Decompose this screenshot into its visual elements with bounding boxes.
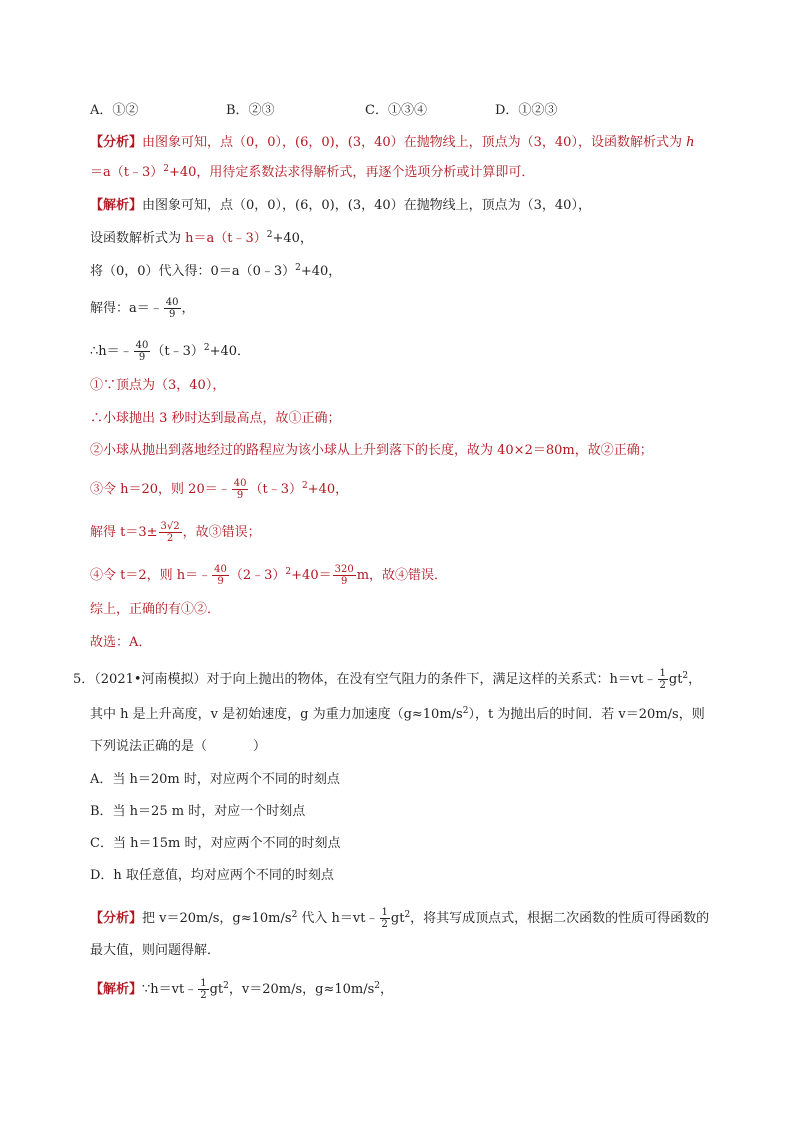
- q4-solution-line7: ∴小球抛出 3 秒时达到最高点，故①正确；: [90, 411, 341, 426]
- fraction: $\frac{40}{9}$: [165, 297, 179, 320]
- q4-solution-line10: 解得 t＝3± $\frac{3√2}{2}$ ，故③错误；: [90, 521, 261, 544]
- q4-solution-line9: ③令 h＝20，则 20＝﹣ $\frac{40}{9}$ （t﹣3）$^2$+40，: [90, 478, 349, 501]
- q4-solution-line1: 【解析】由图象可知，点（0，0），(6，0)，(3，40）在抛物线上，顶点为（3，40），: [90, 198, 591, 213]
- q5-solution-line1: 【解析】∵h＝vt﹣ $\frac{1}{2}$ $gt^2$，v＝20m/s，$g\approx 10m/s^2$，: [90, 978, 394, 1001]
- q4-solution-line6: ①∵顶点为（3，40），: [90, 378, 226, 393]
- q4-solution-line4: 解得：a＝﹣ $\frac{40}{9}$ ，: [90, 297, 195, 320]
- q4-solution-line2: 设函数解析式为 h＝a（t﹣3）$^2$+40，: [90, 230, 313, 246]
- fraction: $\frac{40}{9}$: [135, 340, 149, 363]
- q4-solution-line3: 将（0，0）代入得：0＝a（0﹣3）$^2$+40，: [90, 263, 342, 279]
- q4-solution-line12: 综上，正确的有①②．: [90, 602, 221, 617]
- q4-solution-line5: ∴h＝﹣ $\frac{40}{9}$ （t﹣3）$^2$+40．: [90, 340, 251, 363]
- q5-stem-line1: 5．（2021•河南模拟）对于向上抛出的物体，在没有空气阻力的条件下，满足这样的关系式：h＝vt﹣ $\frac{1}{2}$ $gt^2$，: [73, 668, 702, 691]
- fraction: $\frac{320}{9}$: [334, 564, 354, 587]
- fraction: $\frac{3√2}{2}$: [160, 521, 180, 544]
- q5-option-a: A．当 h＝20m 时，对应两个不同的时刻点: [90, 772, 340, 787]
- fraction: $\frac{40}{9}$: [214, 564, 227, 587]
- q4-solution-line8: ②小球从抛出到落地经过的路程应为该小球从上升到落下的长度，故为 40×2＝80m，故②正确；: [90, 443, 653, 458]
- q5-option-b: B．当 h＝25 m 时，对应一个时刻点: [90, 804, 306, 819]
- analysis-tag: 【分析】: [90, 135, 143, 150]
- fraction: $\frac{1}{2}$: [381, 907, 388, 930]
- analysis-tag: 【分析】: [90, 911, 143, 926]
- solution-tag: 【解析】: [90, 198, 143, 213]
- q5-analysis-line2: 最大值，则问题得解．: [90, 943, 221, 958]
- fraction: $\frac{1}{2}$: [659, 668, 666, 691]
- q4-option-c: C．①③④: [365, 103, 427, 118]
- question-number: 5．: [73, 672, 95, 687]
- question-source: （2021•河南模拟）: [94, 672, 207, 687]
- q4-solution-line11: ④令 t＝2，则 h＝﹣ $\frac{40}{9}$ （2﹣3）$^2$+40＝ $\frac{320}{9}$ m，故④错误．: [90, 564, 448, 587]
- q4-option-d: D．①②③: [495, 103, 558, 118]
- q5-stem-line2: 其中 h 是上升高度，v 是初始速度，g 为重力加速度$(g\approx 10m/s^2)$，t 为抛出后的时间．若 v＝20m/s，则: [90, 706, 705, 722]
- fraction: $\frac{1}{2}$: [200, 978, 207, 1001]
- q4-solution-line13: 故选：A．: [90, 635, 152, 650]
- fraction: $\frac{40}{9}$: [233, 478, 247, 501]
- q5-analysis-line1: 【分析】把 v＝20m/s，$g\approx 10m/s^2$ 代入 h＝vt﹣ $\frac{1}{2}$ $gt^2$，将其写成顶点式，根据二次函数的性质可得函数的: [90, 907, 710, 930]
- q4-analysis-line2: ＝a（t﹣3）$^2$+40，用待定系数法求得解析式，再逐个选项分析或计算即可．: [90, 164, 535, 180]
- q5-option-c: C．当 h＝15m 时，对应两个不同的时刻点: [90, 836, 341, 851]
- q5-option-d: D．h 取任意值，均对应两个不同的时刻点: [90, 868, 334, 883]
- solution-tag: 【解析】: [90, 982, 143, 997]
- q4-option-b: B．②③: [226, 103, 275, 118]
- q5-stem-line3: 下列说法正确的是（ ）: [90, 739, 267, 754]
- q4-option-a: A．①②: [90, 103, 139, 118]
- q4-analysis-line1: 【分析】由图象可知，点（0，0），(6，0)，(3，40）在抛物线上，顶点为（3，40），设函数解析式为 h: [90, 135, 695, 150]
